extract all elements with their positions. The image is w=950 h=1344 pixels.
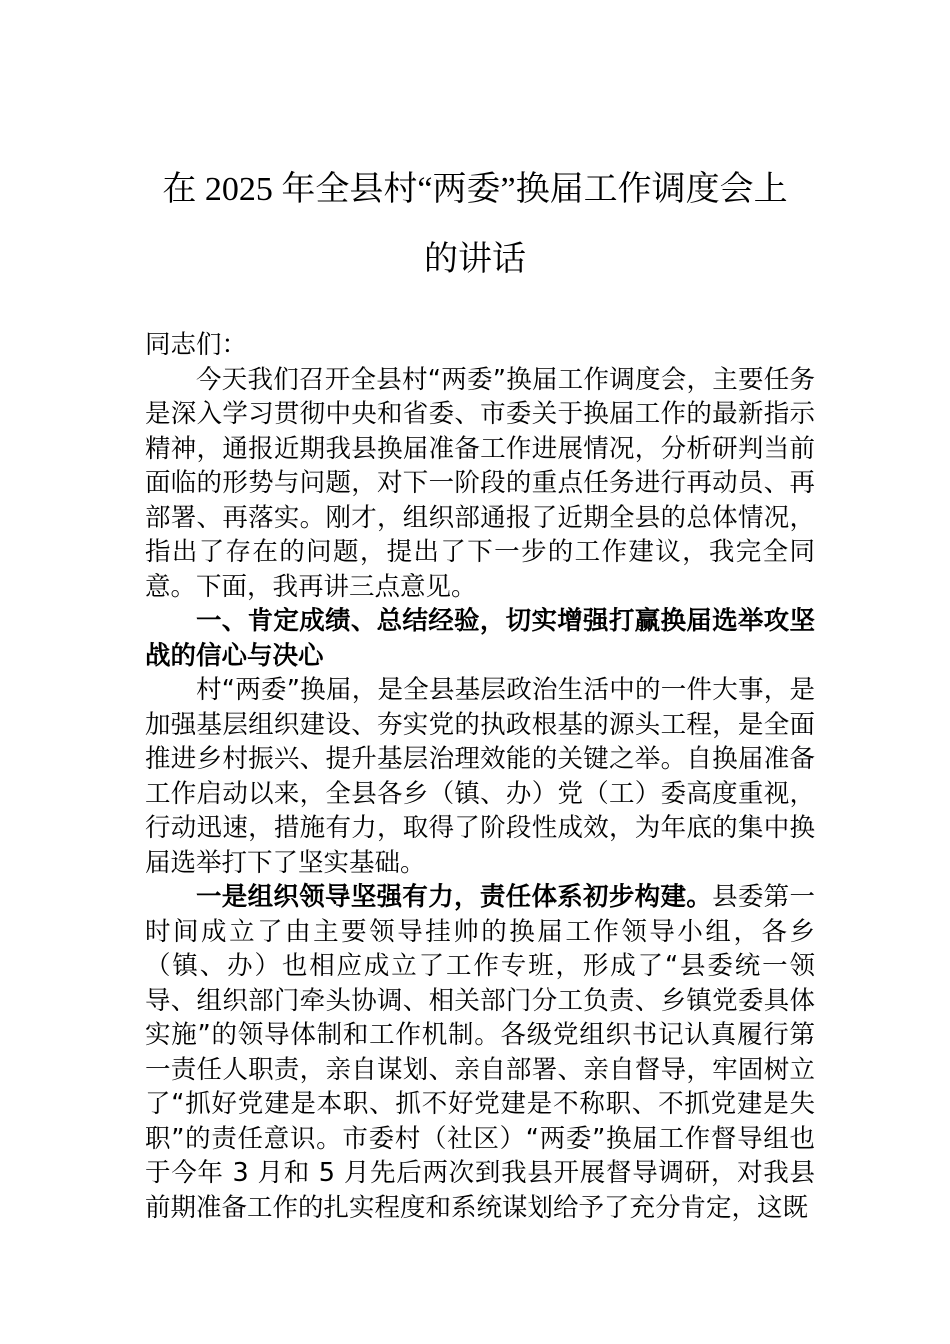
document-body <box>145 328 815 1225</box>
section-1-point-1-paragraph <box>145 880 815 1225</box>
intro-paragraph: 今天我们召开全县村“两委”换届工作调度会，主要任务是深入学习贯彻中央和省委、市委关于换届工作的最新指示精神，通报近期我县换届准备工作进展情况，分析研判当前面临的形势与问题，对下一阶段的重点任务进行再动员、再部署、再落实。刚才，组织部通报了近期全县的总体情况，指出了存在的问题，提出了下一步的工作建议，我完全同意。下面，我再讲三点意见。 <box>145 364 815 602</box>
salutation: 同志们： <box>145 330 248 360</box>
section-heading-1: 一、肯定成绩、总结经验，切实增强打赢换届选举攻坚战的信心与决心 <box>145 606 815 671</box>
section-1-paragraph: 村“两委”换届，是全县基层政治生活中的一件大事，是加强基层组织建设、夯实党的执政根基的源头工程，是全面推进乡村振兴、提升基层治理效能的关键之举。自换届准备工作启动以来，全县各乡（镇、办）党（工）委高度重视，行动迅速，措施有力，取得了阶段性成效，为年底的集中换届选举打下了坚实基础。 <box>145 675 815 878</box>
point-1-body: 县委第一时间成立了由主要领导挂帅的换届工作领导小组，各乡（镇、办）也相应成立了工作专班，形成了“县委统一领导、组织部门牵头协调、相关部门分工负责、乡镇党委具体实施”的领导体制和工作机制。各级党组织书记认真履行第一责任人职责，亲自谋划、亲自部署、亲自督导，牢固树立了“抓好党建是本职、抓不好党建是不称职、不抓党建是失职”的责任意识。市委村（社区）“两委”换届工作督导组也于今年 3 月和 5 月先后两次到我县开展督导调研，对我县前期准备工作的扎实程度和系统谋划给予了充分肯定，这既 <box>145 882 815 1223</box>
document-title-line-2: 的讲话 <box>424 241 526 278</box>
document-title-line-1: 在 2025 年全县村“两委”换届工作调度会上 <box>162 171 788 208</box>
point-1-lead-sentence: 一是组织领导坚强有力，责任体系初步构建。 <box>196 882 713 912</box>
